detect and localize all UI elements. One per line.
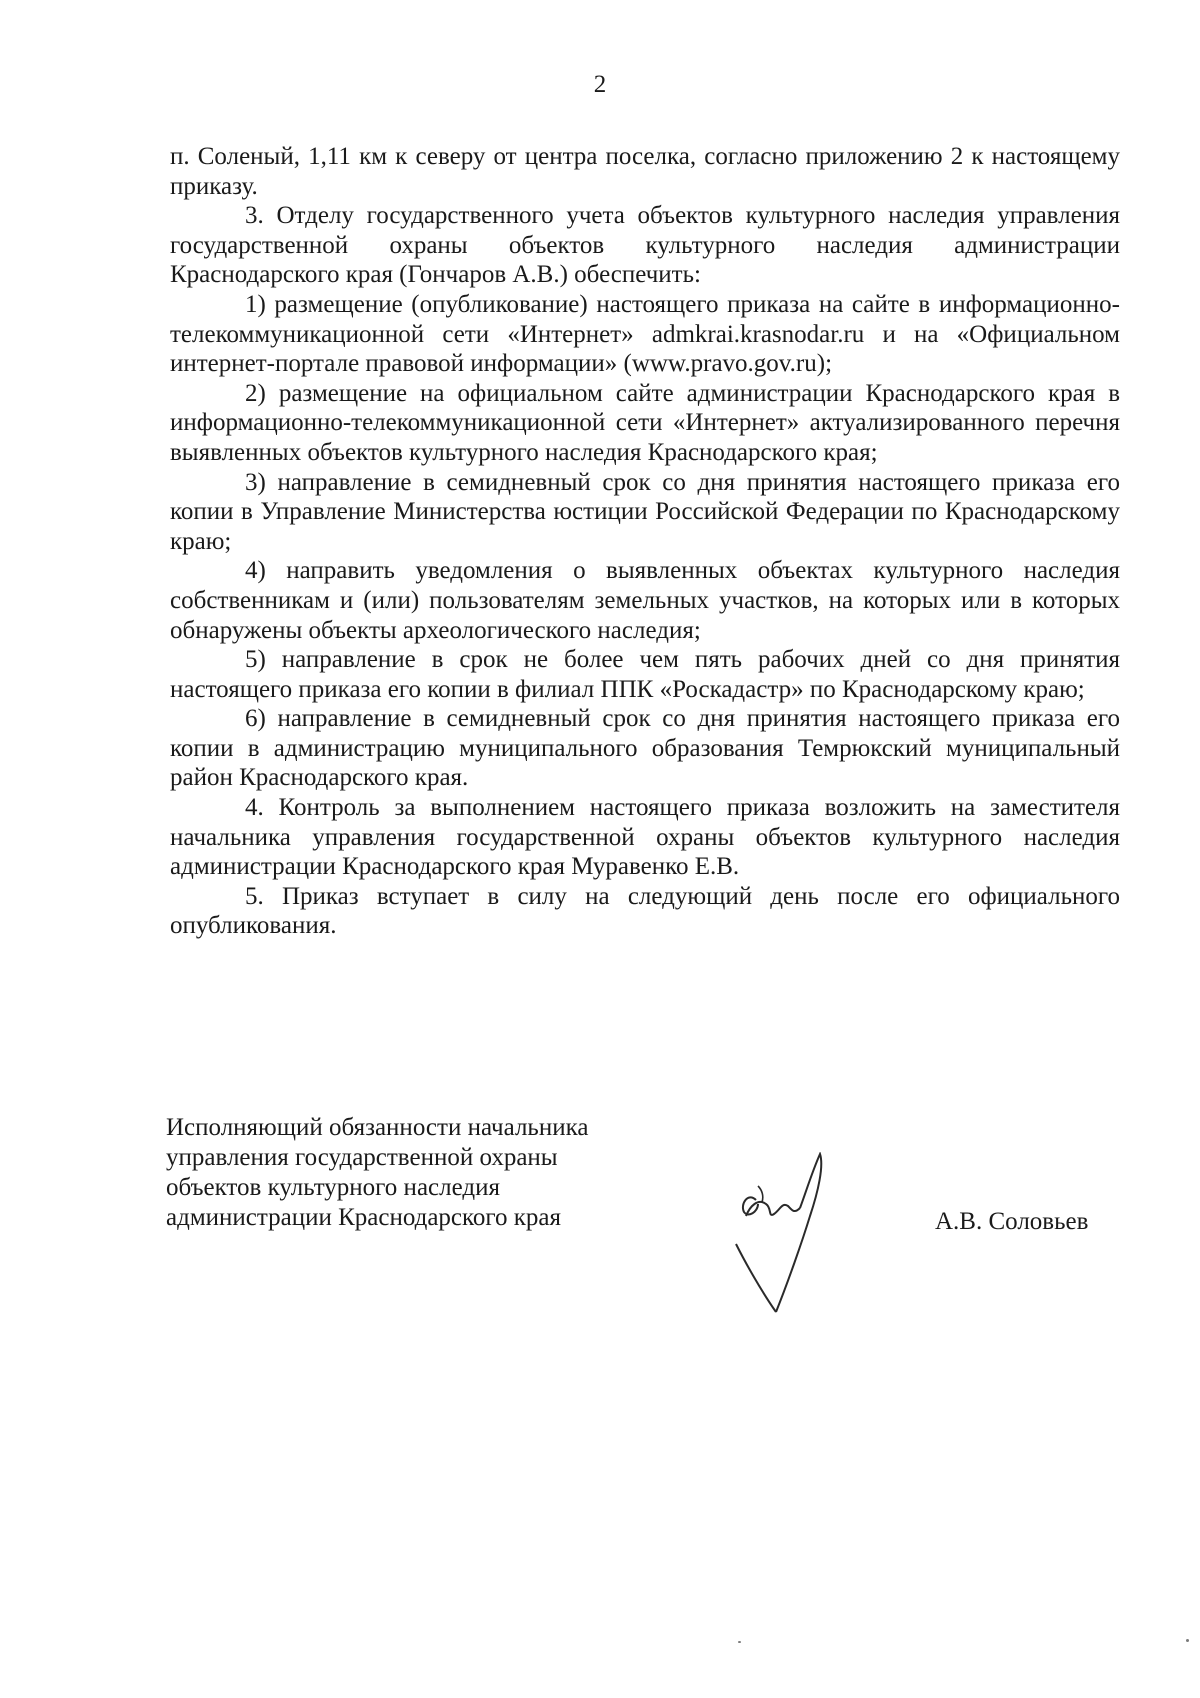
paragraph-subitem-2: 2) размещение на официальном сайте администрации Краснодарского края в информационно-телекоммуникационной сети «Интернет» актуализированного перечня выявленных объектов культурного наследия Краснодарского края; <box>170 379 1120 466</box>
handwritten-signature <box>728 1152 848 1322</box>
paragraph-item-3: 3. Отделу государственного учета объектов культурного наследия управления государственной охраны объектов культурного наследия администрации Краснодарского края (Гончаров А.В.) обеспечить: <box>170 202 1120 289</box>
signatory-position-line: объектов культурного наследия <box>166 1174 500 1201</box>
signatory-position-line: администрации Краснодарского края <box>166 1204 562 1231</box>
paragraph-subitem-6: 6) направление в семидневный срок со дня принятия настоящего приказа его копии в администрацию муниципального образования Темрюкский муниципальный район Краснодарского края. <box>170 705 1120 792</box>
paragraph-subitem-4: 4) направить уведомления о выявленных объектах культурного наследия собственникам и (или) пользователям земельных участков, на которых или в которых обнаружены объекты археологического наследия; <box>170 557 1120 644</box>
document-body <box>170 142 1120 941</box>
paragraph-item-5: 5. Приказ вступает в силу на следующий день после его официального опубликования. <box>170 882 1120 940</box>
paragraph-subitem-1: 1) размещение (опубликование) настоящего приказа на сайте в информационно-телекоммуникационной сети «Интернет» admkrai.krasnodar.ru и на «Официальном интернет-портале правовой информации» (www.pravo.gov.ru); <box>170 290 1120 378</box>
signatory-name: А.В. Соловьев <box>935 1208 1089 1235</box>
scan-speck <box>1186 1639 1189 1642</box>
signatory-position <box>166 1113 646 1233</box>
page-number: 2 <box>593 71 607 98</box>
scan-speck <box>738 1641 741 1643</box>
paragraph-item-4: 4. Контроль за выполнением настоящего приказа возложить на заместителя начальника управления государственной охраны объектов культурного наследия администрации Краснодарского края Муравенко Е.В. <box>170 794 1120 881</box>
signatory-position-line: Исполняющий обязанности начальника <box>166 1114 589 1141</box>
paragraph-subitem-5: 5) направление в срок не более чем пять рабочих дней со дня принятия настоящего приказа его копии в филиал ППК «Роскадастр» по Краснодарскому краю; <box>170 646 1120 703</box>
signatory-position-line: управления государственной охраны <box>166 1144 558 1171</box>
paragraph-continuation: п. Соленый, 1,11 км к северу от центра поселка, согласно приложению 2 к настоящему приказу. <box>170 143 1120 200</box>
paragraph-subitem-3: 3) направление в семидневный срок со дня принятия настоящего приказа его копии в Управление Министерства юстиции Российской Федерации по Краснодарскому краю; <box>170 468 1120 555</box>
